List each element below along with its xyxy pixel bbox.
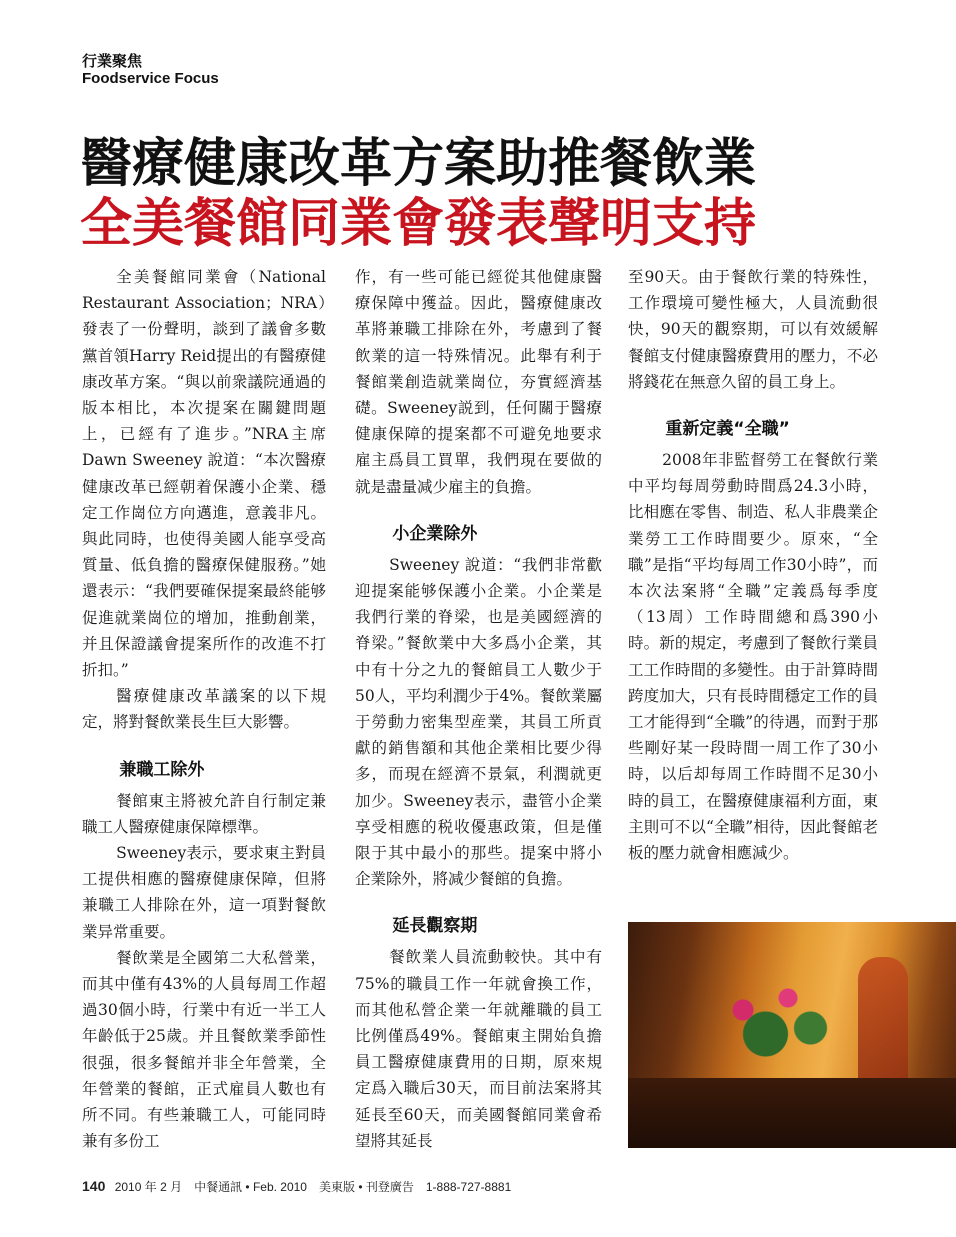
page-number: 140 (82, 1178, 106, 1194)
headline-line-2: 全美餐館同業會發表聲明支持 (80, 194, 757, 254)
paragraph: Sweeney 說道：“我們非常歡迎提案能够保護小企業。小企業是我們行業的脊梁，也是美國經濟的脊梁。”餐飲業中大多爲小企業，其中有十分之九的餐館員工人數少于50人，平均利潤少于4%。餐飲業屬于勞動力密集型産業，其員工所貢獻的銷售額和其他企業相比要少得多，而現在經濟不景氣，利潤就更加少。Sweeney表示，盡管小企業享受相應的税收優惠政策，但是僅限于其中最小的那些。提案中將小企業除外，將减少餐館的負擔。 (355, 555, 602, 889)
photo-table (628, 1078, 956, 1148)
paragraph: 餐館東主將被允許自行制定兼職工人醫療健康保障標準。 (82, 791, 326, 836)
subheading-extended-waiting-period: 延長觀察期 (392, 916, 478, 937)
paragraph: 餐飲業是全國第二大私營業，而其中僅有43%的人員每周工作超過30個小時，行業中有近一半工人年齡低于25歲。并且餐飲業季節性很强，很多餐館并非全年營業，全年營業的餐館，正式雇員人數也有所不同。有些兼職工人，可能同時兼有多份工 (82, 948, 326, 1151)
paragraph: Sweeney表示，要求東主對員工提供相應的醫療健康保障，但將兼職工人排除在外，這一項對餐飲業异常重要。 (82, 844, 326, 941)
article-column-1 (82, 264, 326, 1155)
paragraph: 全美餐館同業會（National Restaurant Association；NRA）發表了一份聲明，談到了議會多數黨首領Harry Reid提出的有醫療健康改革方案。“與以前衆議院通過的版本相比，本次提案在關鍵問題上，已經有了進步。”NRA主席Dawn Sweeney 說道：“本次醫療健康改革已經朝着保護小企業、穩定工作崗位方向邁進，意義非凡。與此同時，也使得美國人能享受高質量、低負擔的醫療保健服務。”她還表示：“我們要確保提案最終能够促進就業崗位的增加，推動創業，并且保證議會提案所作的改進不打折扣。” (82, 268, 326, 680)
photo-flower-arrangement (698, 962, 848, 1082)
paragraph: 餐飲業人員流動較快。其中有75%的職員工作一年就會換工作，而其他私營企業一年就離職的員工比例僅爲49%。餐館東主開始負擔員工醫療健康費用的日期，原來規定爲入職后30天，而目前法案將其延長至60天，而美國餐館同業會希望將其延長 (355, 948, 602, 1150)
subheading-part-time-exempt: 兼職工除外 (119, 759, 205, 780)
subheading-small-business-exempt: 小企業除外 (392, 523, 478, 544)
subheading-redefine-full-time: 重新定義“全職” (665, 419, 790, 440)
paragraph: 作，有一些可能已經從其他健康醫療保障中獲益。因此，醫療健康改革將兼職工排除在外，考慮到了餐飲業的這一特殊情况。此舉有利于餐館業創造就業崗位，夯實經濟基礎。Sweeney説到，任何關于醫療健康保障的提案都不可避免地要求雇主爲員工買單，我們現在要做的就是盡量减少雇主的負擔。 (355, 268, 602, 496)
page-footer (82, 1178, 511, 1195)
paragraph: 至90天。由于餐飲行業的特殊性，工作環境可變性極大，人員流動很快，90天的觀察期，可以有效緩解餐館支付健康醫療費用的壓力，不必將錢花在無意久留的員工身上。 (628, 268, 878, 391)
headline-line-1: 醫療健康改革方案助推餐飲業 (80, 134, 757, 194)
section-label-cn: 行業聚焦 (82, 52, 143, 70)
restaurant-photo (628, 922, 956, 1148)
footer-text: 2010 年 2 月 中餐通訊 • Feb. 2010 美東版 • 刊登廣告 1-888-727-8881 (114, 1180, 512, 1194)
section-label-en: Foodservice Focus (82, 70, 219, 87)
article-column-2 (355, 264, 602, 1154)
paragraph: 2008年非監督勞工在餐飲行業中平均每周勞動時間爲24.3小時，比相應在零售、制造、私人非農業企業勞工工作時間要少。原來，“全職”是指“平均每周工作30小時”，而本次法案將“全職”定義爲每季度（13周）工作時間總和爲390小時。新的規定，考慮到了餐飲行業員工工作時間的多變性。由于計算時間跨度加大，只有長時間穩定工作的員工才能得到“全職”的待遇，而對于那些剛好某一段時間一周工作了30小時，以后却每周工作時間不足30小時的員工，在醫療健康福利方面，東主則可不以“全職”相待，因此餐館老板的壓力就會相應減少。 (628, 451, 878, 863)
paragraph: 醫療健康改革議案的以下規定，將對餐飲業長生巨大影響。 (82, 687, 326, 732)
article-column-3 (628, 264, 878, 866)
